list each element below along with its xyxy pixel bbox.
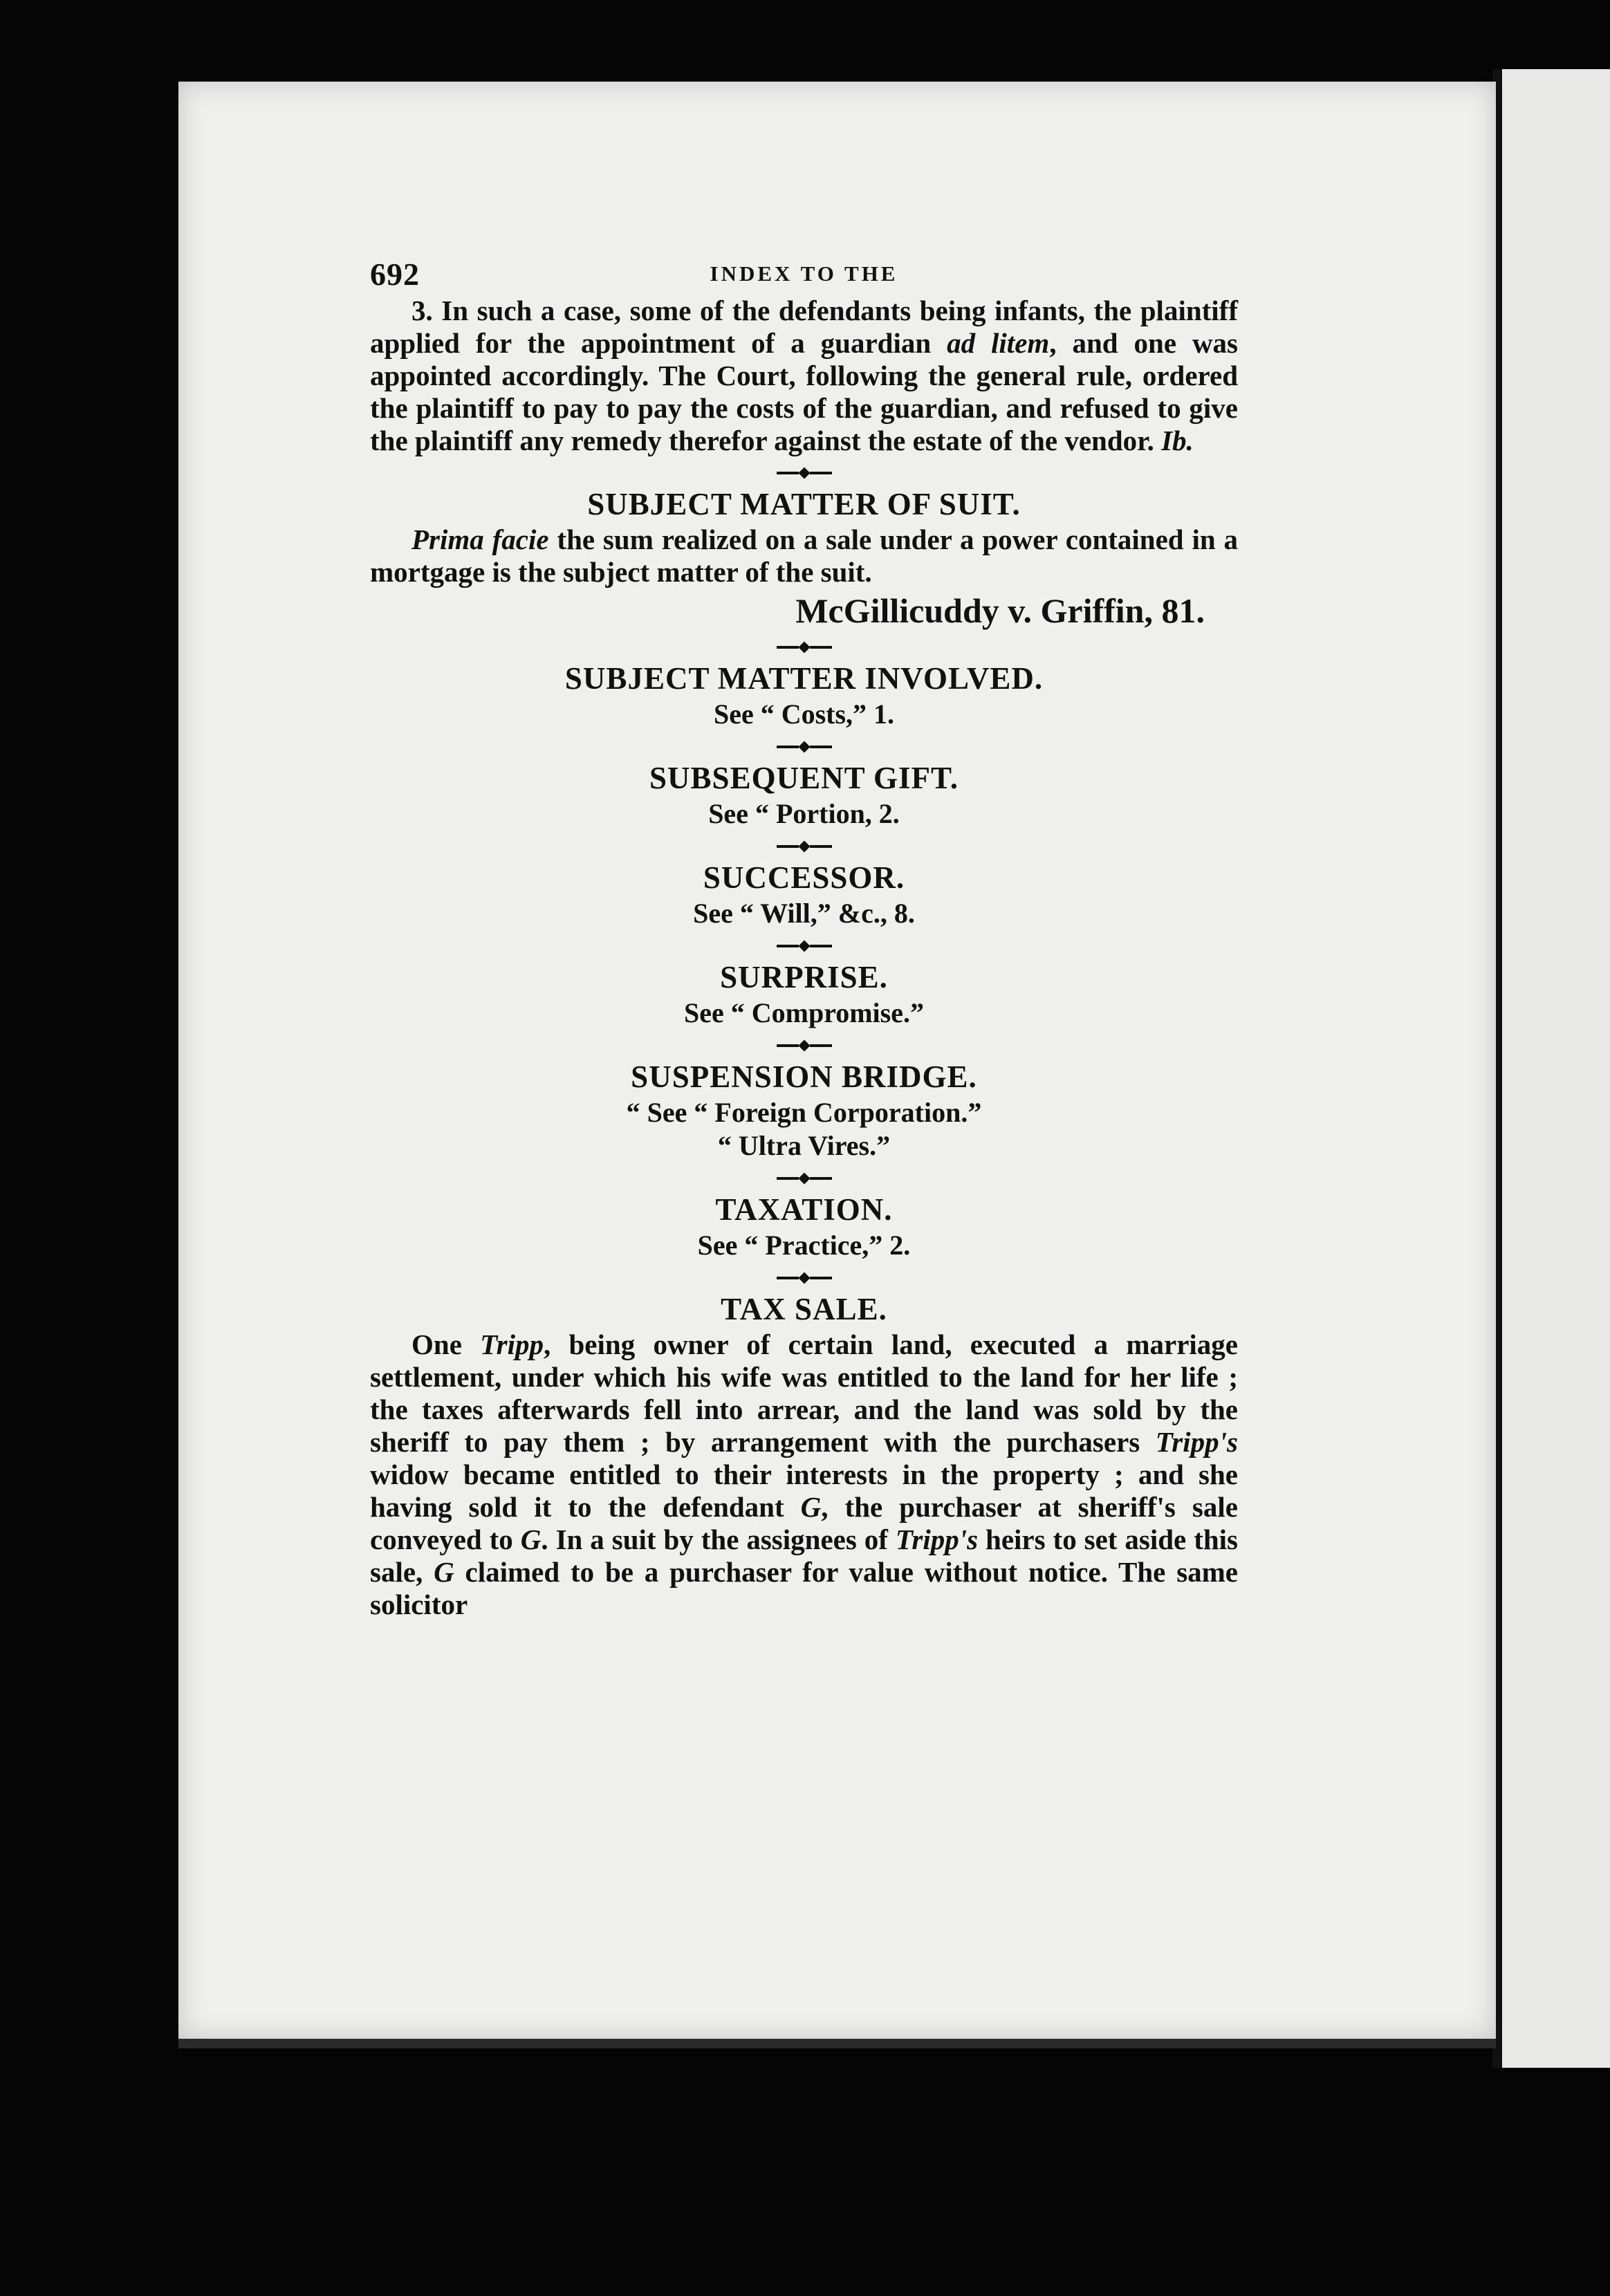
- body-text: One: [411, 1328, 481, 1360]
- body-italic: Tripp's: [895, 1524, 979, 1555]
- body-italic: Tripp's: [1155, 1426, 1238, 1458]
- entry-heading: TAX SALE.: [721, 1292, 887, 1326]
- section-divider: [370, 1169, 1238, 1187]
- facing-page-edge: [1499, 69, 1610, 2068]
- body-text: heirs to set aside this sale,: [370, 1524, 1239, 1588]
- entry-heading: SUCCESSOR.: [703, 860, 905, 895]
- section-divider: [370, 638, 1238, 656]
- section-divider: [370, 738, 1238, 756]
- case-citation: McGillicuddy v. Griffin, 81.: [795, 591, 1205, 630]
- running-head: INDEX TO THE: [710, 261, 898, 286]
- body-text: . In a suit by the assignees of: [541, 1524, 896, 1555]
- section-divider: [370, 464, 1238, 482]
- section-divider: [370, 1269, 1238, 1287]
- see-reference: See “ Portion, 2.: [708, 798, 900, 829]
- intro-text-2: , and one was appointed accordingly. The Court, following the general rule, ordered the plaintiff to pay to pay the costs of the guardian, and refused to give the plaintiff any remedy therefor against the estate of the vendor.: [370, 327, 1239, 456]
- page-header: [370, 256, 1238, 295]
- intro-italic-ib: Ib.: [1161, 425, 1194, 456]
- see-reference: See “ Practice,” 2.: [697, 1230, 911, 1261]
- entry-italic-lead: Prima facie: [411, 524, 549, 555]
- body-text: , the purchaser at sheriff's sale conveyed to: [370, 1491, 1238, 1555]
- entry-heading: SUBJECT MATTER OF SUIT.: [587, 487, 1021, 521]
- entry-heading: SUBJECT MATTER INVOLVED.: [564, 661, 1044, 696]
- section-divider: [370, 1037, 1238, 1055]
- entry-heading: SURPRISE.: [720, 960, 888, 994]
- entry-body: [370, 524, 1238, 589]
- entry-heading: TAXATION.: [715, 1192, 893, 1227]
- section-divider: [370, 937, 1238, 955]
- body-italic: Tripp: [480, 1328, 544, 1360]
- see-reference: See “ Compromise.”: [684, 997, 924, 1028]
- page-content: [370, 256, 1238, 1621]
- intro-italic-ad-litem: ad litem: [947, 327, 1050, 359]
- see-reference: “ See “ Foreign Corporation.”: [626, 1097, 982, 1128]
- entry-heading: SUBSEQUENT GIFT.: [649, 761, 959, 795]
- entry-body-text: the sum realized on a sale under a power contained in a mortgage is the subject matter of the suit.: [370, 524, 1238, 588]
- body-italic: G: [520, 1524, 542, 1555]
- body-text: claimed to be a purchaser for value without notice. The same solicitor: [370, 1556, 1239, 1620]
- body-italic: G: [434, 1556, 454, 1588]
- intro-paragraph: [370, 295, 1238, 457]
- entry-heading: SUSPENSION BRIDGE.: [631, 1059, 977, 1094]
- see-reference: See “ Will,” &c., 8.: [693, 898, 915, 929]
- entry-body: [370, 1328, 1238, 1621]
- see-reference: “ Ultra Vires.”: [717, 1130, 891, 1161]
- intro-text-1: 3. In such a case, some of the defendants being infants, the plaintiff applied for the appointment of a guardian: [370, 295, 1238, 359]
- see-reference: See “ Costs,” 1.: [713, 698, 895, 730]
- body-italic: G: [800, 1491, 822, 1523]
- body-text: widow became entitled to their interests in the property ; and she having sold it to the defendant: [370, 1459, 1238, 1523]
- body-text: , being owner of certain land, executed a marriage settlement, under which his wife was entitled to the land for her life ; the taxes afterwards fell into arrear, and the land was sold by the sheriff to pay them ; by arrangement with the purchasers: [370, 1328, 1238, 1458]
- page-bottom-edge: [178, 2039, 1496, 2048]
- page-number: 692: [370, 257, 420, 292]
- section-divider: [370, 837, 1238, 855]
